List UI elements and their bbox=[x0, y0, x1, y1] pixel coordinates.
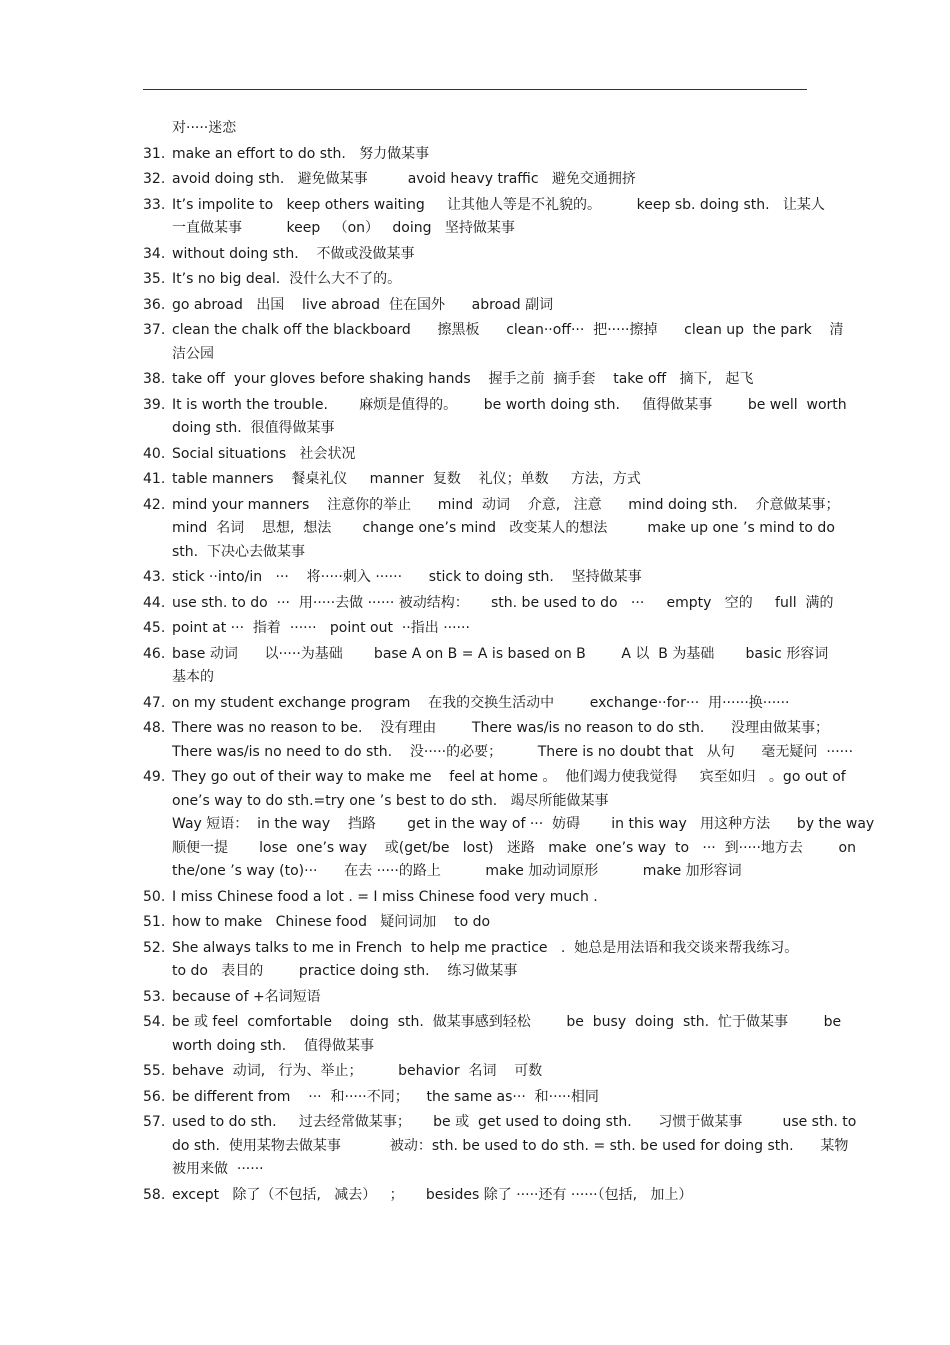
item-text: except 除了（不包括, 减去） ； besides 除了 ·····还有 ······（包括, 加上） bbox=[172, 1186, 693, 1203]
item-text: I miss Chinese food a lot . = I miss Chinese food very much . bbox=[172, 888, 598, 905]
list-item bbox=[143, 1086, 813, 1112]
item-text: clean the chalk off the blackboard 擦黑板 clean··off··· 把·····擦掉 clean up the park 清 bbox=[172, 322, 844, 338]
list-item bbox=[143, 194, 825, 243]
list-item bbox=[143, 117, 813, 143]
item-line bbox=[143, 1086, 813, 1110]
item-line bbox=[143, 394, 847, 418]
item-line bbox=[143, 443, 813, 467]
list-item bbox=[143, 268, 813, 294]
item-line bbox=[143, 617, 813, 641]
item-text: used to do sth. 过去经常做某事； be 或 get used to doing sth. 习惯于做某事 use sth. to bbox=[172, 1114, 857, 1130]
item-text: mind 名词 思想, 想法 change one’s mind 改变某人的想法 make up one ’s mind to do bbox=[172, 520, 835, 536]
item-number: 48. bbox=[143, 720, 166, 736]
list-item bbox=[143, 468, 813, 494]
item-number: 42. bbox=[143, 496, 166, 513]
item-line bbox=[143, 343, 813, 367]
list-item bbox=[143, 911, 813, 937]
item-number: 43. bbox=[143, 569, 166, 585]
item-text: be different from ··· 和·····不同； the same as··· 和·····相同 bbox=[172, 1088, 599, 1105]
item-line bbox=[143, 319, 844, 343]
item-line bbox=[143, 592, 834, 616]
item-text: behave 动词, 行为、举止； behavior 名词 可数 bbox=[172, 1063, 543, 1079]
item-line bbox=[143, 860, 813, 884]
item-line bbox=[143, 741, 854, 765]
item-number: 55. bbox=[143, 1063, 166, 1079]
item-number: 52. bbox=[143, 939, 166, 956]
item-line bbox=[143, 541, 813, 565]
item-line bbox=[143, 243, 813, 267]
list-item bbox=[143, 1184, 813, 1210]
item-number: 33. bbox=[143, 196, 166, 213]
list-item bbox=[143, 566, 813, 592]
item-number: 32. bbox=[143, 171, 166, 187]
item-text: avoid doing sth. 避免做某事 avoid heavy traffic 避免交通拥挤 bbox=[172, 171, 636, 187]
item-text: one’s way to do sth.=try one ’s best to do sth. 竭尽所能做某事 bbox=[172, 792, 609, 809]
item-number: 34. bbox=[143, 245, 166, 262]
item-line bbox=[143, 1035, 813, 1059]
item-line bbox=[143, 692, 813, 716]
item-text: 一直做某事 keep （on） doing 坚持做某事 bbox=[172, 220, 515, 236]
item-text: sth. 下决心去做某事 bbox=[172, 543, 306, 560]
item-number: 53. bbox=[143, 988, 166, 1005]
list-item bbox=[143, 243, 813, 269]
item-text: stick ··into/in ··· 将·····刺入 ······ stick to doing sth. 坚持做某事 bbox=[172, 569, 642, 585]
list-item bbox=[143, 294, 813, 320]
item-text: 对·····迷恋 bbox=[172, 120, 237, 136]
item-line bbox=[143, 294, 813, 318]
item-text: doing sth. 很值得做某事 bbox=[172, 420, 335, 436]
item-line bbox=[143, 1158, 813, 1182]
item-text: be 或 feel comfortable doing sth. 做某事感到轻松 be busy doing sth. 忙于做某事 be bbox=[172, 1014, 842, 1030]
item-text: use sth. to do ··· 用·····去做 ······ 被动结构： sth. be used to do ··· empty 空的 full 满的 bbox=[172, 594, 834, 611]
item-text: They go out of their way to make me feel at home 。 他们竭力使我觉得 宾至如归 。go out of bbox=[172, 769, 846, 785]
item-line bbox=[143, 517, 835, 541]
item-line bbox=[143, 268, 813, 292]
item-text: worth doing sth. 值得做某事 bbox=[172, 1037, 375, 1054]
list-item bbox=[143, 886, 813, 912]
item-text: 洁公园 bbox=[172, 345, 214, 362]
list-item bbox=[143, 617, 813, 643]
list-item bbox=[143, 937, 813, 986]
item-line bbox=[143, 1011, 842, 1035]
list-item bbox=[143, 766, 875, 886]
item-number: 37. bbox=[143, 322, 166, 338]
item-text: take off your gloves before shaking hands 握手之前 摘手套 take off 摘下, 起飞 bbox=[172, 371, 754, 387]
list-item bbox=[143, 1060, 813, 1086]
list-item bbox=[143, 443, 813, 469]
item-line bbox=[143, 168, 813, 192]
item-line bbox=[143, 566, 813, 590]
item-text: table manners 餐桌礼仪 manner 复数 礼仪；单数 方法，方式 bbox=[172, 471, 641, 487]
item-number: 36. bbox=[143, 296, 166, 313]
vocabulary-list bbox=[143, 117, 875, 1209]
list-item bbox=[143, 494, 840, 567]
item-line bbox=[143, 468, 813, 492]
item-line bbox=[143, 494, 840, 518]
item-number: 49. bbox=[143, 769, 166, 785]
item-line bbox=[143, 717, 830, 741]
item-text: 顺便一提 lose one’s way 或(get/be lost) 迷路 make one’s way to ··· 到·····地方去 on bbox=[172, 839, 856, 856]
item-text: mind your manners 注意你的举止 mind 动词 介意, 注意 mind doing sth. 介意做某事； bbox=[172, 496, 840, 513]
item-text: Way 短语： in the way 挡路 get in the way of ··· 妨碍 in this way 用这种方法 by the way bbox=[172, 816, 875, 832]
item-text: base 动词 以·····为基础 base A on B = A is based on B A 以 B 为基础 basic 形容词 bbox=[172, 645, 829, 662]
item-number: 58. bbox=[143, 1186, 166, 1203]
item-line bbox=[143, 911, 813, 935]
item-number: 57. bbox=[143, 1114, 166, 1130]
item-line bbox=[143, 194, 825, 218]
item-number: 39. bbox=[143, 396, 166, 413]
item-text: go abroad 出国 live abroad 住在国外 abroad 副词 bbox=[172, 296, 554, 313]
item-line bbox=[143, 1135, 849, 1159]
item-number: 38. bbox=[143, 371, 166, 387]
item-text: on my student exchange program 在我的交换生活动中 exchange··for··· 用······换······ bbox=[172, 694, 790, 711]
item-text: to do 表目的 practice doing sth. 练习做某事 bbox=[172, 963, 518, 979]
item-number: 54. bbox=[143, 1014, 166, 1030]
item-line bbox=[143, 960, 813, 984]
list-item bbox=[143, 643, 829, 692]
list-item bbox=[143, 1111, 857, 1184]
header-rule bbox=[143, 89, 807, 90]
item-text: 被用来做 ······ bbox=[172, 1161, 264, 1177]
list-item bbox=[143, 168, 813, 194]
item-number: 56. bbox=[143, 1088, 166, 1105]
item-number: 47. bbox=[143, 694, 166, 711]
item-number: 50. bbox=[143, 888, 166, 905]
item-text: point at ··· 指着 ······ point out ··指出 ······ bbox=[172, 620, 470, 636]
item-text: how to make Chinese food 疑问词加 to do bbox=[172, 914, 491, 930]
item-line bbox=[143, 886, 813, 910]
item-number: 51. bbox=[143, 914, 166, 930]
item-line bbox=[143, 417, 813, 441]
item-number: 45. bbox=[143, 620, 166, 636]
item-line bbox=[143, 986, 813, 1010]
item-number: 40. bbox=[143, 445, 166, 462]
item-line bbox=[143, 643, 829, 667]
list-item bbox=[143, 592, 834, 618]
item-line bbox=[143, 937, 813, 961]
item-line bbox=[143, 143, 813, 167]
item-text: It’s impolite to keep others waiting 让其他人等是不礼貌的。 keep sb. doing sth. 让某人 bbox=[172, 196, 825, 213]
item-text: There was/is no need to do sth. 没·····的必要； There is no doubt that 从句 毫无疑问 ······ bbox=[172, 743, 854, 760]
item-text: without doing sth. 不做或没做某事 bbox=[172, 245, 415, 262]
item-line bbox=[143, 368, 813, 392]
list-item bbox=[143, 692, 813, 718]
item-line bbox=[143, 1060, 813, 1084]
list-item bbox=[143, 143, 813, 169]
item-line bbox=[143, 813, 875, 837]
item-line bbox=[143, 666, 813, 690]
item-text: There was no reason to be. 没有理由 There was/is no reason to do sth. 没理由做某事； bbox=[172, 720, 830, 736]
item-text: do sth. 使用某物去做某事 被动：sth. be used to do sth. = sth. be used for doing sth. 某物 bbox=[172, 1137, 849, 1154]
list-item bbox=[143, 319, 844, 368]
item-number: 41. bbox=[143, 471, 166, 487]
item-number: 44. bbox=[143, 594, 166, 611]
list-item bbox=[143, 986, 813, 1012]
list-item bbox=[143, 368, 813, 394]
item-text: It’s no big deal. 没什么大不了的。 bbox=[172, 271, 402, 287]
item-text: because of +名词短语 bbox=[172, 988, 321, 1005]
item-line bbox=[143, 790, 813, 814]
list-item bbox=[143, 1011, 842, 1060]
item-text: It is worth the trouble. 麻烦是值得的。 be worth doing sth. 值得做某事 be well worth bbox=[172, 396, 847, 413]
item-text: 基本的 bbox=[172, 669, 214, 685]
item-number: 46. bbox=[143, 645, 166, 662]
item-number: 31. bbox=[143, 145, 166, 162]
item-text: the/one ’s way (to)··· 在去 ·····的路上 make 加动词原形 make 加形容词 bbox=[172, 863, 742, 879]
item-line bbox=[143, 117, 813, 141]
item-line bbox=[143, 217, 813, 241]
item-line bbox=[143, 766, 846, 790]
item-text: Social situations 社会状况 bbox=[172, 445, 356, 462]
item-line bbox=[143, 837, 856, 861]
list-item bbox=[143, 394, 847, 443]
item-text: make an effort to do sth. 努力做某事 bbox=[172, 145, 430, 162]
item-line bbox=[143, 1184, 813, 1208]
item-line bbox=[143, 1111, 857, 1135]
list-item bbox=[143, 717, 854, 766]
item-text: She always talks to me in French to help me practice . 她总是用法语和我交谈来帮我练习。 bbox=[172, 939, 799, 956]
item-number: 35. bbox=[143, 271, 166, 287]
